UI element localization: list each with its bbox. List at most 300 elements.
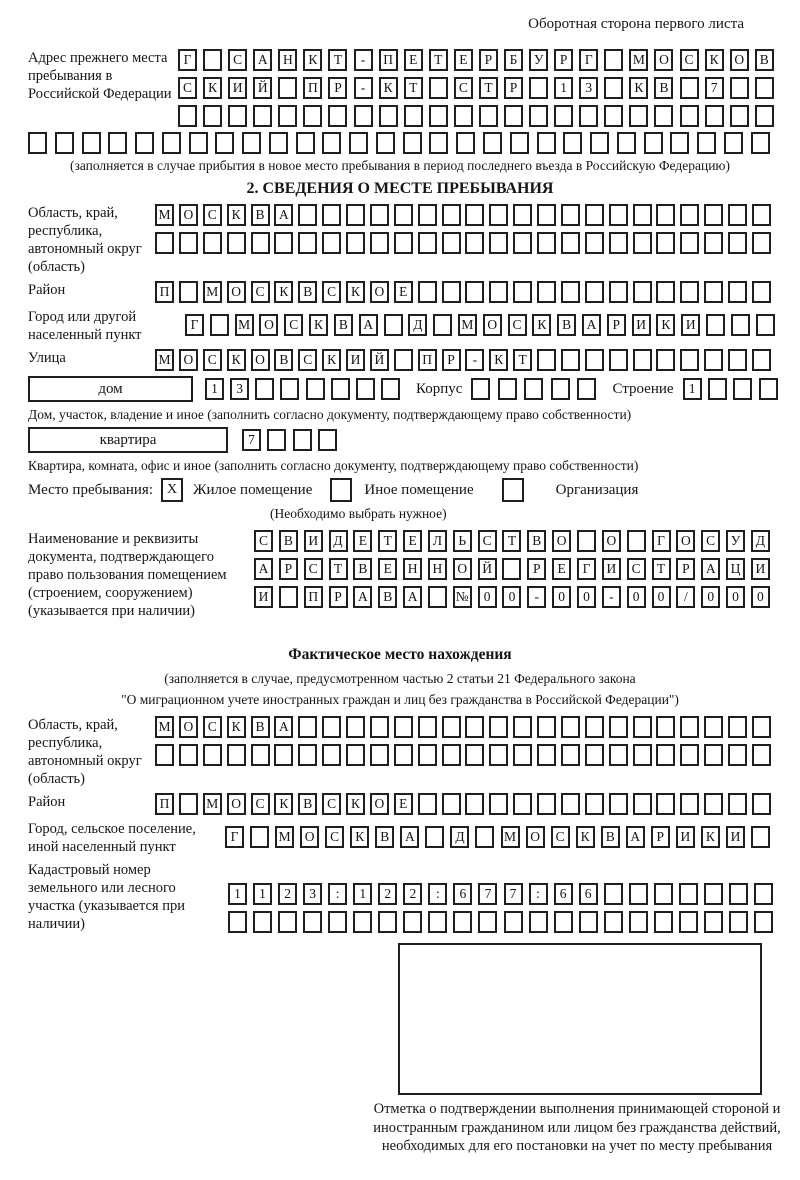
checkbox-residential[interactable]	[161, 478, 183, 502]
char-cell[interactable]	[318, 429, 337, 451]
char-cell[interactable]	[751, 826, 770, 848]
char-cell[interactable]	[346, 716, 365, 738]
char-cell[interactable]: -	[602, 586, 621, 608]
char-cell[interactable]: А	[400, 826, 419, 848]
char-cell[interactable]: С	[203, 349, 222, 371]
char-cell[interactable]	[704, 349, 723, 371]
char-cell[interactable]: У	[726, 530, 745, 552]
char-cell[interactable]	[504, 911, 523, 933]
char-cell[interactable]	[203, 49, 222, 71]
char-cell[interactable]: К	[705, 49, 724, 71]
char-cell[interactable]	[706, 314, 725, 336]
char-cell[interactable]	[418, 281, 437, 303]
char-cell[interactable]	[418, 204, 437, 226]
char-cell[interactable]: Г	[577, 558, 596, 580]
char-cell[interactable]: Г	[652, 530, 671, 552]
char-cell[interactable]	[756, 314, 775, 336]
char-cell[interactable]: О	[552, 530, 571, 552]
char-cell[interactable]	[215, 132, 234, 154]
char-cell[interactable]: Р	[651, 826, 670, 848]
char-cell[interactable]	[379, 105, 398, 127]
char-cell[interactable]	[429, 132, 448, 154]
char-cell[interactable]	[656, 204, 675, 226]
char-cell[interactable]: С	[298, 349, 317, 371]
char-cell[interactable]: №	[453, 586, 472, 608]
char-cell[interactable]	[298, 744, 317, 766]
char-cell[interactable]: О	[453, 558, 472, 580]
char-cell[interactable]	[656, 716, 675, 738]
char-cell[interactable]: Е	[403, 530, 422, 552]
char-cell[interactable]: 1	[683, 378, 702, 400]
char-cell[interactable]	[561, 716, 580, 738]
char-cell[interactable]	[537, 204, 556, 226]
char-cell[interactable]	[278, 77, 297, 99]
char-cell[interactable]: К	[701, 826, 720, 848]
char-cell[interactable]	[697, 132, 716, 154]
char-cell[interactable]: 1	[205, 378, 224, 400]
char-cell[interactable]	[579, 105, 598, 127]
char-cell[interactable]	[728, 349, 747, 371]
char-cell[interactable]: К	[203, 77, 222, 99]
char-cell[interactable]	[331, 378, 350, 400]
char-cell[interactable]: А	[359, 314, 378, 336]
char-cell[interactable]	[418, 793, 437, 815]
char-cell[interactable]	[55, 132, 74, 154]
char-cell[interactable]	[551, 378, 570, 400]
char-cell[interactable]	[442, 793, 461, 815]
char-cell[interactable]: В	[251, 204, 270, 226]
char-cell[interactable]	[296, 132, 315, 154]
char-cell[interactable]	[670, 132, 689, 154]
char-cell[interactable]	[609, 232, 628, 254]
char-cell[interactable]	[680, 105, 699, 127]
char-cell[interactable]	[322, 204, 341, 226]
char-cell[interactable]: И	[681, 314, 700, 336]
char-cell[interactable]	[728, 716, 747, 738]
char-cell[interactable]	[680, 77, 699, 99]
char-cell[interactable]: П	[418, 349, 437, 371]
char-cell[interactable]	[656, 744, 675, 766]
char-cell[interactable]	[633, 281, 652, 303]
char-cell[interactable]	[513, 744, 532, 766]
char-cell[interactable]: О	[227, 281, 246, 303]
char-cell[interactable]	[609, 716, 628, 738]
char-cell[interactable]	[561, 281, 580, 303]
char-cell[interactable]	[403, 132, 422, 154]
char-cell[interactable]: О	[602, 530, 621, 552]
char-cell[interactable]	[524, 378, 543, 400]
char-cell[interactable]	[370, 204, 389, 226]
char-cell[interactable]: О	[259, 314, 278, 336]
char-cell[interactable]: 6	[554, 883, 573, 905]
char-cell[interactable]	[510, 132, 529, 154]
char-cell[interactable]	[604, 883, 623, 905]
char-cell[interactable]	[346, 744, 365, 766]
char-cell[interactable]	[108, 132, 127, 154]
char-cell[interactable]: В	[654, 77, 673, 99]
char-cell[interactable]	[228, 911, 247, 933]
char-cell[interactable]: С	[284, 314, 303, 336]
char-cell[interactable]: О	[730, 49, 749, 71]
char-cell[interactable]	[433, 314, 452, 336]
char-cell[interactable]: Б	[504, 49, 523, 71]
char-cell[interactable]: С	[251, 281, 270, 303]
char-cell[interactable]	[604, 911, 623, 933]
char-cell[interactable]: Р	[329, 586, 348, 608]
char-cell[interactable]	[155, 232, 174, 254]
char-cell[interactable]: И	[676, 826, 695, 848]
char-cell[interactable]	[680, 281, 699, 303]
char-cell[interactable]: Т	[502, 530, 521, 552]
char-cell[interactable]	[384, 314, 403, 336]
char-cell[interactable]	[728, 793, 747, 815]
char-cell[interactable]	[680, 232, 699, 254]
char-cell[interactable]	[754, 911, 773, 933]
char-cell[interactable]	[381, 378, 400, 400]
char-cell[interactable]	[425, 826, 444, 848]
char-cell[interactable]: :	[328, 883, 347, 905]
char-cell[interactable]: Р	[676, 558, 695, 580]
char-cell[interactable]	[704, 744, 723, 766]
char-cell[interactable]	[554, 105, 573, 127]
char-cell[interactable]	[298, 716, 317, 738]
char-cell[interactable]: К	[629, 77, 648, 99]
char-cell[interactable]	[328, 105, 347, 127]
char-cell[interactable]	[585, 744, 604, 766]
char-cell[interactable]	[489, 716, 508, 738]
char-cell[interactable]: 0	[751, 586, 770, 608]
char-cell[interactable]: Е	[378, 558, 397, 580]
char-cell[interactable]	[752, 744, 771, 766]
char-cell[interactable]: Г	[225, 826, 244, 848]
char-cell[interactable]: О	[654, 49, 673, 71]
char-cell[interactable]	[475, 826, 494, 848]
char-cell[interactable]	[251, 744, 270, 766]
char-cell[interactable]	[471, 378, 490, 400]
char-cell[interactable]	[730, 105, 749, 127]
char-cell[interactable]: С	[680, 49, 699, 71]
char-cell[interactable]: Й	[253, 77, 272, 99]
char-cell[interactable]	[465, 204, 484, 226]
char-cell[interactable]: 0	[726, 586, 745, 608]
char-cell[interactable]: М	[235, 314, 254, 336]
char-cell[interactable]: О	[251, 349, 270, 371]
char-cell[interactable]	[479, 105, 498, 127]
char-cell[interactable]: Р	[607, 314, 626, 336]
char-cell[interactable]: К	[350, 826, 369, 848]
char-cell[interactable]	[729, 911, 748, 933]
char-cell[interactable]: В	[353, 558, 372, 580]
char-cell[interactable]: Е	[404, 49, 423, 71]
char-cell[interactable]: Д	[329, 530, 348, 552]
char-cell[interactable]	[537, 232, 556, 254]
char-cell[interactable]	[633, 349, 652, 371]
char-cell[interactable]: 6	[579, 883, 598, 905]
char-cell[interactable]	[752, 204, 771, 226]
char-cell[interactable]	[537, 716, 556, 738]
char-cell[interactable]	[633, 793, 652, 815]
char-cell[interactable]	[489, 793, 508, 815]
char-cell[interactable]	[394, 744, 413, 766]
char-cell[interactable]: 1	[554, 77, 573, 99]
char-cell[interactable]: О	[483, 314, 502, 336]
char-cell[interactable]: Р	[328, 77, 347, 99]
char-cell[interactable]: 1	[228, 883, 247, 905]
char-cell[interactable]: И	[602, 558, 621, 580]
char-cell[interactable]	[418, 716, 437, 738]
char-cell[interactable]	[609, 204, 628, 226]
char-cell[interactable]	[654, 911, 673, 933]
char-cell[interactable]	[537, 281, 556, 303]
char-cell[interactable]: Е	[353, 530, 372, 552]
char-cell[interactable]: П	[155, 281, 174, 303]
char-cell[interactable]	[274, 744, 293, 766]
char-cell[interactable]	[554, 911, 573, 933]
char-cell[interactable]: А	[274, 204, 293, 226]
char-cell[interactable]	[561, 793, 580, 815]
char-cell[interactable]	[755, 105, 774, 127]
char-cell[interactable]	[604, 105, 623, 127]
char-cell[interactable]	[752, 716, 771, 738]
char-cell[interactable]: -	[527, 586, 546, 608]
char-cell[interactable]	[585, 793, 604, 815]
char-cell[interactable]: И	[346, 349, 365, 371]
char-cell[interactable]: К	[303, 49, 322, 71]
char-cell[interactable]: К	[346, 793, 365, 815]
char-cell[interactable]: Т	[479, 77, 498, 99]
char-cell[interactable]: В	[557, 314, 576, 336]
char-cell[interactable]: С	[203, 204, 222, 226]
char-cell[interactable]	[731, 314, 750, 336]
char-cell[interactable]	[561, 744, 580, 766]
char-cell[interactable]	[585, 716, 604, 738]
char-cell[interactable]: 2	[278, 883, 297, 905]
char-cell[interactable]	[679, 911, 698, 933]
char-cell[interactable]	[489, 744, 508, 766]
char-cell[interactable]: Н	[278, 49, 297, 71]
char-cell[interactable]	[752, 281, 771, 303]
char-cell[interactable]: О	[179, 716, 198, 738]
char-cell[interactable]	[537, 132, 556, 154]
char-cell[interactable]: В	[274, 349, 293, 371]
char-cell[interactable]	[537, 793, 556, 815]
char-cell[interactable]: К	[274, 793, 293, 815]
char-cell[interactable]	[577, 530, 596, 552]
char-cell[interactable]: К	[309, 314, 328, 336]
char-cell[interactable]: Т	[328, 49, 347, 71]
char-cell[interactable]: Т	[404, 77, 423, 99]
char-cell[interactable]	[752, 232, 771, 254]
char-cell[interactable]	[328, 911, 347, 933]
char-cell[interactable]: И	[228, 77, 247, 99]
char-cell[interactable]: 7	[478, 883, 497, 905]
char-cell[interactable]	[579, 911, 598, 933]
char-cell[interactable]: Н	[428, 558, 447, 580]
char-cell[interactable]: Й	[370, 349, 389, 371]
char-cell[interactable]	[537, 349, 556, 371]
char-cell[interactable]	[253, 105, 272, 127]
char-cell[interactable]: В	[251, 716, 270, 738]
char-cell[interactable]: :	[529, 883, 548, 905]
char-cell[interactable]	[274, 232, 293, 254]
char-cell[interactable]	[418, 232, 437, 254]
char-cell[interactable]	[353, 911, 372, 933]
char-cell[interactable]: Р	[279, 558, 298, 580]
char-cell[interactable]: К	[274, 281, 293, 303]
char-cell[interactable]	[563, 132, 582, 154]
char-cell[interactable]: 0	[502, 586, 521, 608]
char-cell[interactable]: С	[478, 530, 497, 552]
char-cell[interactable]	[255, 378, 274, 400]
char-cell[interactable]: Д	[450, 826, 469, 848]
char-cell[interactable]: К	[227, 349, 246, 371]
char-cell[interactable]: А	[403, 586, 422, 608]
char-cell[interactable]	[585, 281, 604, 303]
char-cell[interactable]: П	[379, 49, 398, 71]
char-cell[interactable]	[253, 911, 272, 933]
char-cell[interactable]: Т	[329, 558, 348, 580]
char-cell[interactable]	[483, 132, 502, 154]
char-cell[interactable]	[267, 429, 286, 451]
char-cell[interactable]: 2	[403, 883, 422, 905]
char-cell[interactable]: С	[178, 77, 197, 99]
char-cell[interactable]: К	[227, 716, 246, 738]
char-cell[interactable]	[250, 826, 269, 848]
char-cell[interactable]	[442, 716, 461, 738]
char-cell[interactable]	[680, 793, 699, 815]
char-cell[interactable]: А	[582, 314, 601, 336]
char-cell[interactable]	[733, 378, 752, 400]
char-cell[interactable]: :	[428, 883, 447, 905]
char-cell[interactable]: Ц	[726, 558, 745, 580]
char-cell[interactable]	[162, 132, 181, 154]
char-cell[interactable]: Е	[552, 558, 571, 580]
char-cell[interactable]: К	[346, 281, 365, 303]
char-cell[interactable]	[755, 77, 774, 99]
char-cell[interactable]	[278, 911, 297, 933]
char-cell[interactable]	[680, 204, 699, 226]
char-cell[interactable]: Г	[185, 314, 204, 336]
char-cell[interactable]: /	[676, 586, 695, 608]
char-cell[interactable]: С	[508, 314, 527, 336]
char-cell[interactable]	[751, 132, 770, 154]
char-cell[interactable]: А	[253, 49, 272, 71]
char-cell[interactable]	[513, 204, 532, 226]
char-cell[interactable]: Л	[428, 530, 447, 552]
char-cell[interactable]	[561, 204, 580, 226]
char-cell[interactable]: В	[298, 281, 317, 303]
char-cell[interactable]: К	[656, 314, 675, 336]
char-cell[interactable]: Г	[178, 49, 197, 71]
char-cell[interactable]	[279, 586, 298, 608]
char-cell[interactable]	[465, 793, 484, 815]
char-cell[interactable]: М	[275, 826, 294, 848]
char-cell[interactable]	[354, 105, 373, 127]
char-cell[interactable]	[656, 793, 675, 815]
char-cell[interactable]: В	[527, 530, 546, 552]
char-cell[interactable]: 3	[579, 77, 598, 99]
char-cell[interactable]	[179, 281, 198, 303]
char-cell[interactable]: Р	[479, 49, 498, 71]
char-cell[interactable]	[704, 911, 723, 933]
char-cell[interactable]	[729, 883, 748, 905]
char-cell[interactable]: И	[304, 530, 323, 552]
char-cell[interactable]: О	[227, 793, 246, 815]
char-cell[interactable]	[629, 911, 648, 933]
char-cell[interactable]: К	[576, 826, 595, 848]
char-cell[interactable]: С	[627, 558, 646, 580]
char-cell[interactable]: 7	[705, 77, 724, 99]
char-cell[interactable]	[370, 716, 389, 738]
char-cell[interactable]	[403, 911, 422, 933]
char-cell[interactable]: -	[354, 77, 373, 99]
char-cell[interactable]: Е	[394, 793, 413, 815]
char-cell[interactable]	[82, 132, 101, 154]
char-cell[interactable]	[456, 132, 475, 154]
char-cell[interactable]	[179, 232, 198, 254]
char-cell[interactable]	[633, 716, 652, 738]
char-cell[interactable]	[609, 281, 628, 303]
char-cell[interactable]: 2	[378, 883, 397, 905]
char-cell[interactable]	[478, 911, 497, 933]
char-cell[interactable]: Р	[527, 558, 546, 580]
char-cell[interactable]	[656, 281, 675, 303]
char-cell[interactable]	[227, 744, 246, 766]
char-cell[interactable]	[135, 132, 154, 154]
char-cell[interactable]	[730, 77, 749, 99]
char-cell[interactable]	[633, 204, 652, 226]
char-cell[interactable]: У	[529, 49, 548, 71]
char-cell[interactable]	[704, 232, 723, 254]
char-cell[interactable]	[489, 204, 508, 226]
char-cell[interactable]: А	[626, 826, 645, 848]
char-cell[interactable]: С	[254, 530, 273, 552]
char-cell[interactable]: С	[322, 281, 341, 303]
char-cell[interactable]: Н	[403, 558, 422, 580]
char-cell[interactable]: А	[353, 586, 372, 608]
char-cell[interactable]: М	[501, 826, 520, 848]
char-cell[interactable]: С	[251, 793, 270, 815]
char-cell[interactable]: К	[379, 77, 398, 99]
char-cell[interactable]	[561, 232, 580, 254]
char-cell[interactable]	[453, 911, 472, 933]
char-cell[interactable]: 7	[242, 429, 261, 451]
char-cell[interactable]	[728, 204, 747, 226]
char-cell[interactable]: Р	[504, 77, 523, 99]
char-cell[interactable]: Е	[454, 49, 473, 71]
char-cell[interactable]: К	[227, 204, 246, 226]
char-cell[interactable]	[617, 132, 636, 154]
char-cell[interactable]: Т	[378, 530, 397, 552]
char-cell[interactable]: 6	[453, 883, 472, 905]
char-cell[interactable]	[654, 883, 673, 905]
char-cell[interactable]	[656, 232, 675, 254]
char-cell[interactable]	[203, 232, 222, 254]
char-cell[interactable]	[278, 105, 297, 127]
char-cell[interactable]: 0	[552, 586, 571, 608]
char-cell[interactable]: В	[375, 826, 394, 848]
char-cell[interactable]	[429, 105, 448, 127]
char-cell[interactable]	[679, 883, 698, 905]
char-cell[interactable]	[203, 105, 222, 127]
char-cell[interactable]: А	[274, 716, 293, 738]
char-cell[interactable]	[724, 132, 743, 154]
char-cell[interactable]: К	[532, 314, 551, 336]
char-cell[interactable]	[189, 132, 208, 154]
char-cell[interactable]	[322, 232, 341, 254]
char-cell[interactable]	[529, 77, 548, 99]
char-cell[interactable]	[394, 716, 413, 738]
